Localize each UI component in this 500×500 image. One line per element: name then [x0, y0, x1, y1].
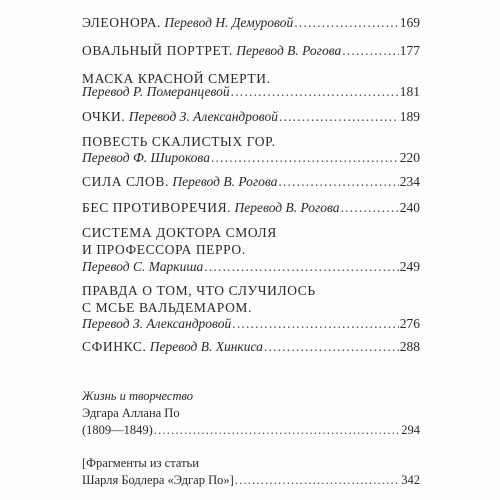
toc-translator: Перевод Н. Демуровой — [164, 15, 294, 30]
toc-translator: Перевод Ф. Широкова — [82, 150, 210, 165]
toc-page-number: 169 — [399, 15, 420, 30]
toc-entry-oval-portrait — [82, 42, 420, 59]
toc-entry-power-of-words — [82, 173, 420, 190]
bio-line-1: Жизнь и творчество — [82, 389, 194, 403]
toc-entry-red-death-translator — [82, 83, 420, 100]
toc-translator: Перевод З. Александровой — [128, 109, 278, 124]
toc-translator: Перевод В. Хинкиса — [149, 339, 263, 354]
dot-leader — [342, 42, 399, 59]
dot-leader — [204, 258, 398, 275]
toc-translator: Перевод З. Александровой — [82, 316, 232, 331]
bio-line-3 — [82, 422, 420, 439]
toc-title: ОЧКИ. — [82, 109, 126, 124]
toc-entry-imp-of-perverse — [82, 199, 420, 216]
toc-entry-valdemar-translator — [82, 315, 420, 332]
toc-title: МАСКА КРАСНОЙ СМЕРТИ. — [82, 71, 271, 86]
dot-leader — [211, 149, 399, 166]
toc-entry-ragged-mountains-translator — [82, 149, 420, 166]
toc-page-number: 276 — [399, 316, 420, 331]
toc-page-number: 220 — [399, 150, 420, 165]
toc-entry-sphinx — [82, 338, 420, 355]
toc-title-line1: СИСТЕМА ДОКТОРА СМОЛЯ — [82, 225, 277, 240]
toc-title: ЭЛЕОНОРА. — [82, 15, 162, 30]
toc-entry-baudelaire — [82, 455, 420, 489]
toc-title: БЕС ПРОТИВОРЕЧИЯ. — [82, 200, 232, 215]
toc-title: СФИНКС. — [82, 339, 147, 354]
dot-leader — [232, 315, 399, 332]
toc-title: СИЛА СЛОВ. — [82, 174, 169, 189]
dot-leader — [264, 338, 399, 355]
dot-leader — [279, 108, 399, 125]
toc-translator: Перевод С. Маркиша — [82, 259, 204, 274]
toc-title-line2: С МСЬЕ ВАЛЬДЕМАРОМ. — [82, 300, 252, 315]
toc-page-number: 342 — [401, 473, 420, 487]
bio-years: (1809—1849) — [82, 423, 153, 437]
dot-leader — [278, 173, 398, 190]
dot-leader — [235, 472, 400, 489]
bio-line-2: Эдгара Аллана По — [82, 406, 180, 420]
toc-title-line2: И ПРОФЕССОРА ПЕРРО. — [82, 242, 246, 257]
dot-leader — [231, 83, 399, 100]
baudelaire-line-1: [Фрагменты из статьи — [82, 456, 199, 470]
toc-page-number: 181 — [399, 84, 420, 99]
toc-entry-eleonora — [82, 14, 420, 31]
dot-leader — [341, 199, 399, 216]
toc-entry-tarr-and-fether — [82, 224, 420, 258]
toc-page-number: 234 — [399, 174, 420, 189]
toc-title-line1: ПРАВДА О ТОМ, ЧТО СЛУЧИЛОСЬ — [82, 283, 316, 298]
dot-leader — [154, 422, 400, 439]
toc-entry-tarr-and-fether-translator — [82, 258, 420, 275]
baudelaire-line-2 — [82, 472, 420, 489]
toc-page-number: 288 — [399, 339, 420, 354]
toc-page-number: 294 — [401, 423, 420, 437]
toc-translator: Перевод В. Рогова — [172, 174, 278, 189]
toc-page-number: 249 — [399, 259, 420, 274]
toc-translator: Перевод В. Рогова — [234, 200, 340, 215]
toc-entry-valdemar — [82, 282, 420, 316]
toc-entry-biography — [82, 388, 420, 439]
toc-page-number: 189 — [399, 109, 420, 124]
toc-entry-spectacles — [82, 108, 420, 125]
toc-page-number: 177 — [399, 43, 420, 58]
toc-title: ОВАЛЬНЫЙ ПОРТРЕТ. — [82, 43, 233, 58]
toc-translator: Перевод В. Рогова — [236, 43, 342, 58]
dot-leader — [294, 14, 399, 31]
toc-entry-ragged-mountains — [82, 133, 420, 150]
toc-page-number: 240 — [399, 200, 420, 215]
toc-translator: Перевод Р. Померанцевой — [82, 84, 230, 99]
toc-title: ПОВЕСТЬ СКАЛИСТЫХ ГОР. — [82, 134, 276, 149]
baudelaire-title: Шарля Бодлера «Эдгар По»] — [82, 473, 234, 487]
